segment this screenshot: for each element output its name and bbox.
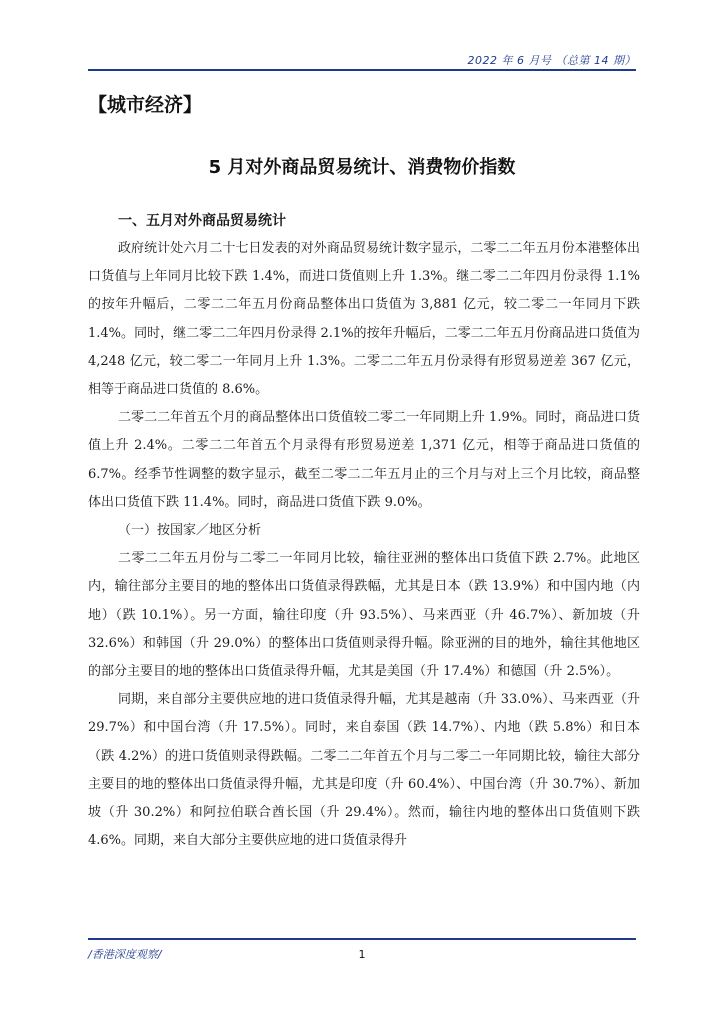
section-tag: 【城市经济】 bbox=[88, 94, 203, 116]
paragraph: 同期，来自部分主要供应地的进口货值录得升幅，尤其是越南（升 33.0%）、马来西亚（升 29.7%）和中国台湾（升 17.5%）。同时，来自泰国（跌 14.7%）、内地（跌 5.8%）和日本（跌 4.2%）的进口货值则录得跌幅。二零二二年首五个月与二零二一年同期比较，输往大部分主要目的地的整体出口货值录得升幅，尤其是印度（升 60.4%）、中国台湾（升 30.7%）、新加坡（升 30.2%）和阿拉伯联合酋长国（升 29.4%）。然而，输往内地的整体出口货值则下跌 4.6%。同期，来自大部分主要供应地的进口货值录得升 bbox=[88, 692, 640, 849]
subsection-heading: 一、五月对外商品贸易统计 bbox=[118, 213, 286, 229]
issue-header: 2022 年 6 月号 （总第 14 期） bbox=[467, 54, 636, 67]
paragraph: 二零二二年首五个月的商品整体出口货值较二零二一年同期上升 1.9%。同时，商品进口货值上升 2.4%。二零二二年首五个月录得有形贸易逆差 1,371 亿元，相等于商品进口货值的 6.7%。经季节性调整的数字显示，截至二零二二年五月止的三个月与对上三个月比较，商品整体出口货值下跌 11.4%。同时，商品进口货值下跌 9.0%。 bbox=[88, 410, 640, 510]
footer-divider bbox=[88, 938, 636, 940]
article-title: 5 月对外商品贸易统计、消费物价指数 bbox=[208, 157, 516, 178]
sub-heading: （一）按国家／地区分析 bbox=[118, 523, 262, 539]
paragraph: 政府统计处六月二十七日发表的对外商品贸易统计数字显示，二零二二年五月份本港整体出口货值与上年同月比较下跌 1.4%，而进口货值则上升 1.3%。继二零二二年四月份录得 1.1%的按年升幅后，二零二二年五月份商品整体出口货值为 3,881 亿元，较二零二一年同月下跌 1.4%。同时，继二零二二年四月份录得 2.1%的按年升幅后，二零二二年五月份商品进口货值为 4,248 亿元，较二零二一年同月上升 1.3%。二零二二年五月份录得有形贸易逆差 367 亿元，相等于商品进口货值的 8.6%。 bbox=[88, 241, 640, 398]
paragraph: 二零二二年五月份与二零二一年同月比较，输往亚洲的整体出口货值下跌 2.7%。此地区内，输往部分主要目的地的整体出口货值录得跌幅，尤其是日本（跌 13.9%）和中国内地（内地）（跌 10.1%）。另一方面，输往印度（升 93.5%）、马来西亚（升 46.7%）、新加坡（升 32.6%）和韩国（升 29.0%）的整体出口货值则录得升幅。除亚洲的目的地外，输往其他地区的部分主要目的地的整体出口货值录得升幅，尤其是美国（升 17.4%）和德国（升 2.5%）。 bbox=[88, 551, 640, 680]
header-divider bbox=[88, 69, 636, 71]
page-number: 1 bbox=[358, 948, 366, 961]
publication-name: /香港深度观察/ bbox=[88, 948, 162, 961]
article-body bbox=[88, 235, 640, 855]
